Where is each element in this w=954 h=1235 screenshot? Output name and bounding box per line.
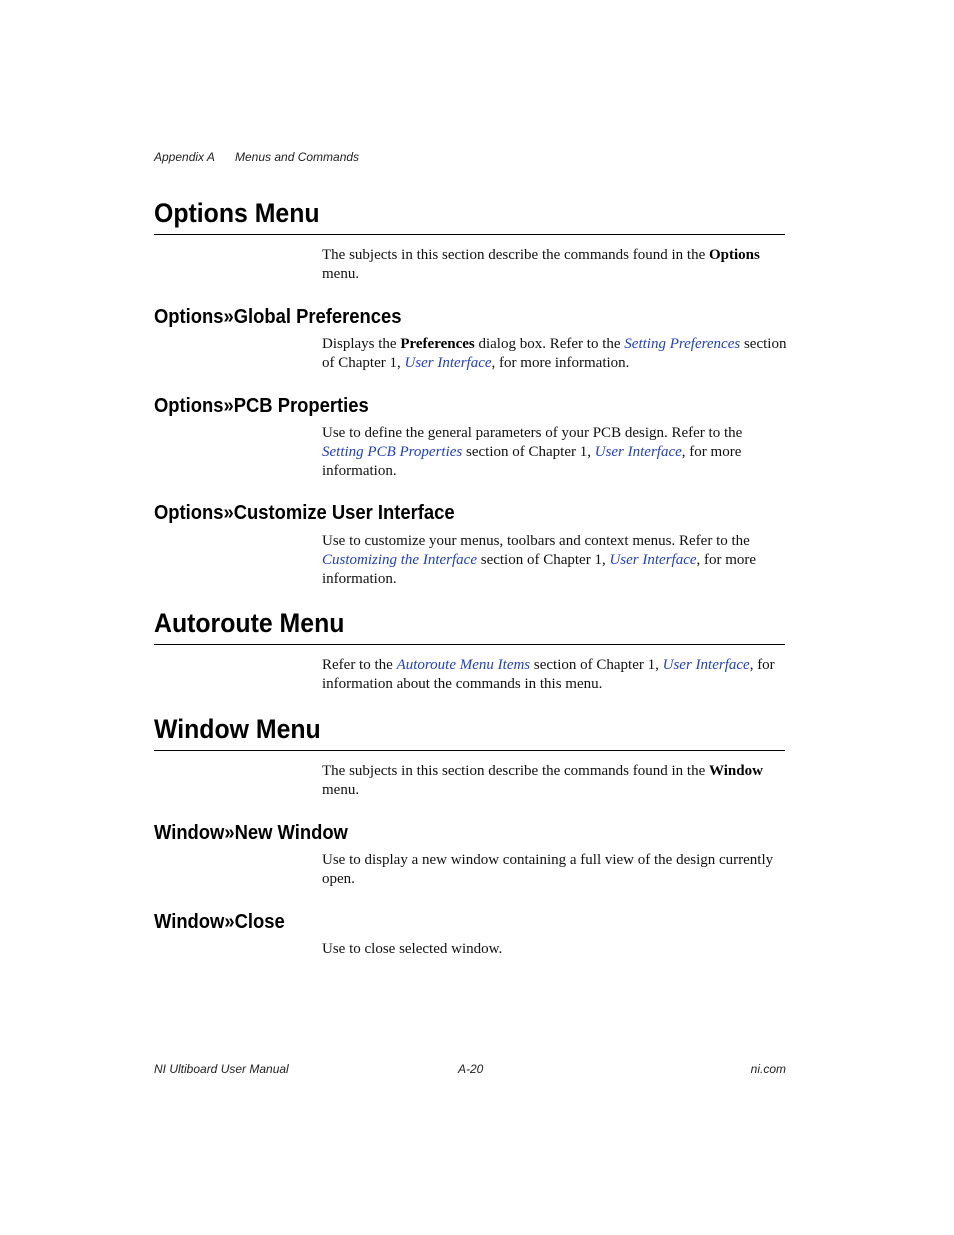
window-bold: Window — [709, 763, 763, 779]
options-menu-intro: The subjects in this section describe the commands found in the Options menu. — [322, 247, 760, 282]
global-preferences-text: Displays the Preferences dialog box. Refer to the Setting Preferences section of Chapter 1, User Interface, for more information. — [322, 336, 787, 371]
options-menu-bold: Options — [709, 247, 760, 263]
window-close-heading: Window»Close — [154, 911, 285, 933]
window-menu-heading: Window Menu — [154, 714, 321, 744]
footer-page-number: A-20 — [458, 1062, 484, 1076]
options-menu-heading: Options Menu — [154, 198, 320, 228]
preferences-bold: Preferences — [400, 336, 475, 352]
autoroute-menu-heading: Autoroute Menu — [154, 608, 345, 638]
footer-site-link[interactable]: ni.com — [750, 1062, 786, 1076]
user-interface-link[interactable]: User Interface — [594, 444, 682, 460]
customizing-interface-link[interactable]: Customizing the Interface — [322, 552, 477, 568]
user-interface-link[interactable]: User Interface — [662, 657, 750, 673]
new-window-heading: Window»New Window — [154, 822, 348, 844]
chapter-title: Menus and Commands — [235, 150, 360, 164]
appendix-label: Appendix A — [154, 150, 215, 164]
autoroute-menu-items-link[interactable]: Autoroute Menu Items — [396, 657, 531, 673]
user-interface-link[interactable]: User Interface — [609, 552, 697, 568]
window-menu-rule — [154, 750, 785, 751]
autoroute-menu-text: Refer to the Autoroute Menu Items section of Chapter 1, User Interface, for information about the commands in this menu. — [322, 657, 775, 692]
pcb-properties-heading: Options»PCB Properties — [154, 395, 369, 417]
footer-manual-name: NI Ultiboard User Manual — [154, 1062, 289, 1076]
customize-ui-text: Use to customize your menus, toolbars and context menus. Refer to the Customizing the Interface section of Chapter 1, User Interface, for more information. — [322, 533, 757, 587]
customize-ui-heading: Options»Customize User Interface — [154, 502, 455, 524]
pcb-properties-text: Use to define the general parameters of your PCB design. Refer to the Setting PCB Properties section of Chapter 1, User Interface, for more information. — [322, 425, 743, 479]
setting-preferences-link[interactable]: Setting Preferences — [624, 336, 741, 352]
autoroute-menu-rule — [154, 644, 785, 645]
running-header — [154, 150, 359, 164]
options-menu-rule — [154, 234, 785, 235]
new-window-text: Use to display a new window containing a full view of the design currently open. — [322, 852, 774, 887]
global-preferences-heading: Options»Global Preferences — [154, 306, 402, 328]
user-interface-link[interactable]: User Interface — [404, 355, 492, 371]
window-close-text: Use to close selected window. — [322, 941, 503, 957]
window-menu-intro: The subjects in this section describe the commands found in the Window menu. — [322, 763, 763, 798]
setting-pcb-properties-link[interactable]: Setting PCB Properties — [322, 444, 463, 460]
